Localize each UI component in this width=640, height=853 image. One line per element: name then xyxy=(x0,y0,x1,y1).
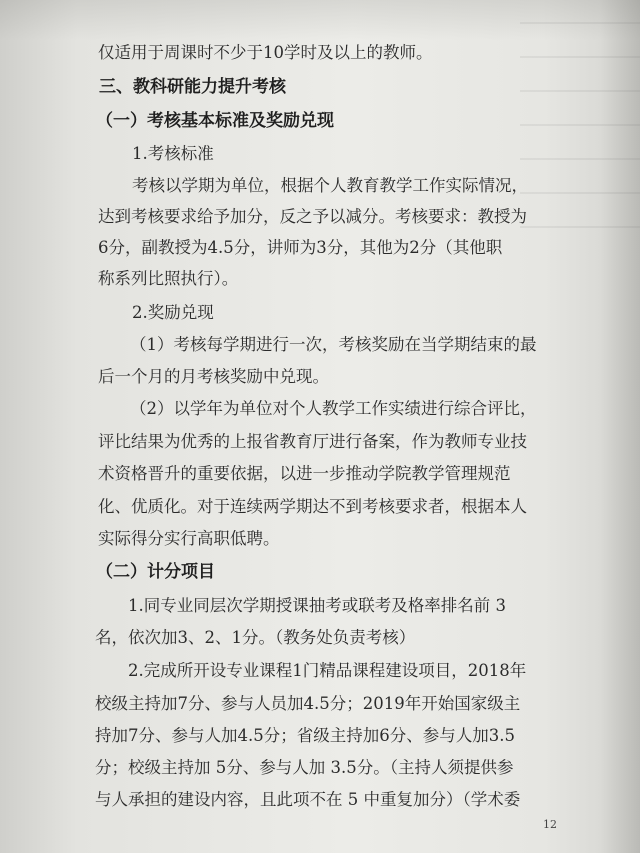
text-line: 称系列比照执行）。 xyxy=(98,269,239,288)
item-heading: 2.奖励兑现 xyxy=(132,303,214,322)
section-heading: 三、教科研能力提升考核 xyxy=(99,77,286,97)
text-line: 2.完成所开设专业课程1门精品课程建设项目，2018年 xyxy=(128,661,527,680)
subsection-heading: （一）考核基本标准及奖励兑现 xyxy=(96,111,334,131)
text-line: 达到考核要求给予加分，反之予以减分。考核要求：教授为 xyxy=(98,207,527,226)
text-line: 仅适用于周课时不少于10学时及以上的教师。 xyxy=(98,43,433,62)
text-line: 6分，副教授为4.5分，讲师为3分，其他为2分（其他职 xyxy=(98,238,503,257)
page-right-shadow xyxy=(600,0,640,853)
text-line: 分；校级主持加 5分、参与人加 3.5分。（主持人须提供参 xyxy=(95,758,514,777)
text-line: 术资格晋升的重要依据，以进一步推动学院教学管理规范 xyxy=(98,464,511,483)
text-line: 持加7分、参与人加4.5分；省级主持加6分、参与人加3.5 xyxy=(95,726,515,745)
text-line: 1.同专业同层次学期授课抽考或联考及格率排名前 3 xyxy=(128,596,506,615)
text-line: 实际得分实行高职低聘。 xyxy=(98,529,280,548)
text-line: 校级主持加7分、参与人员加4.5分；2019年开始国家级主 xyxy=(95,694,521,713)
text-line: （1）考核每学期进行一次，考核奖励在当学期结束的最 xyxy=(130,335,537,354)
text-line: 化、优质化。对于连续两学期达不到考核要求者，根据本人 xyxy=(98,497,527,516)
text-line: （2）以学年为单位对个人教学工作实绩进行综合评比， xyxy=(130,399,537,418)
text-line: 评比结果为优秀的上报省教育厅进行备案，作为教师专业技 xyxy=(98,432,527,451)
item-heading: 1.考核标准 xyxy=(132,144,214,163)
text-line: 后一个月的月考核奖励中兑现。 xyxy=(98,367,329,386)
text-line: 考核以学期为单位，根据个人教育教学工作实际情况， xyxy=(132,176,528,195)
subsection-heading: （二）计分项目 xyxy=(96,562,215,582)
text-line: 与人承担的建设内容，且此项不在 5 中重复加分）（学术委 xyxy=(95,790,521,809)
page-number: 12 xyxy=(543,818,557,831)
text-line: 名，依次加3、2、1分。（教务处负责考核） xyxy=(95,628,416,647)
